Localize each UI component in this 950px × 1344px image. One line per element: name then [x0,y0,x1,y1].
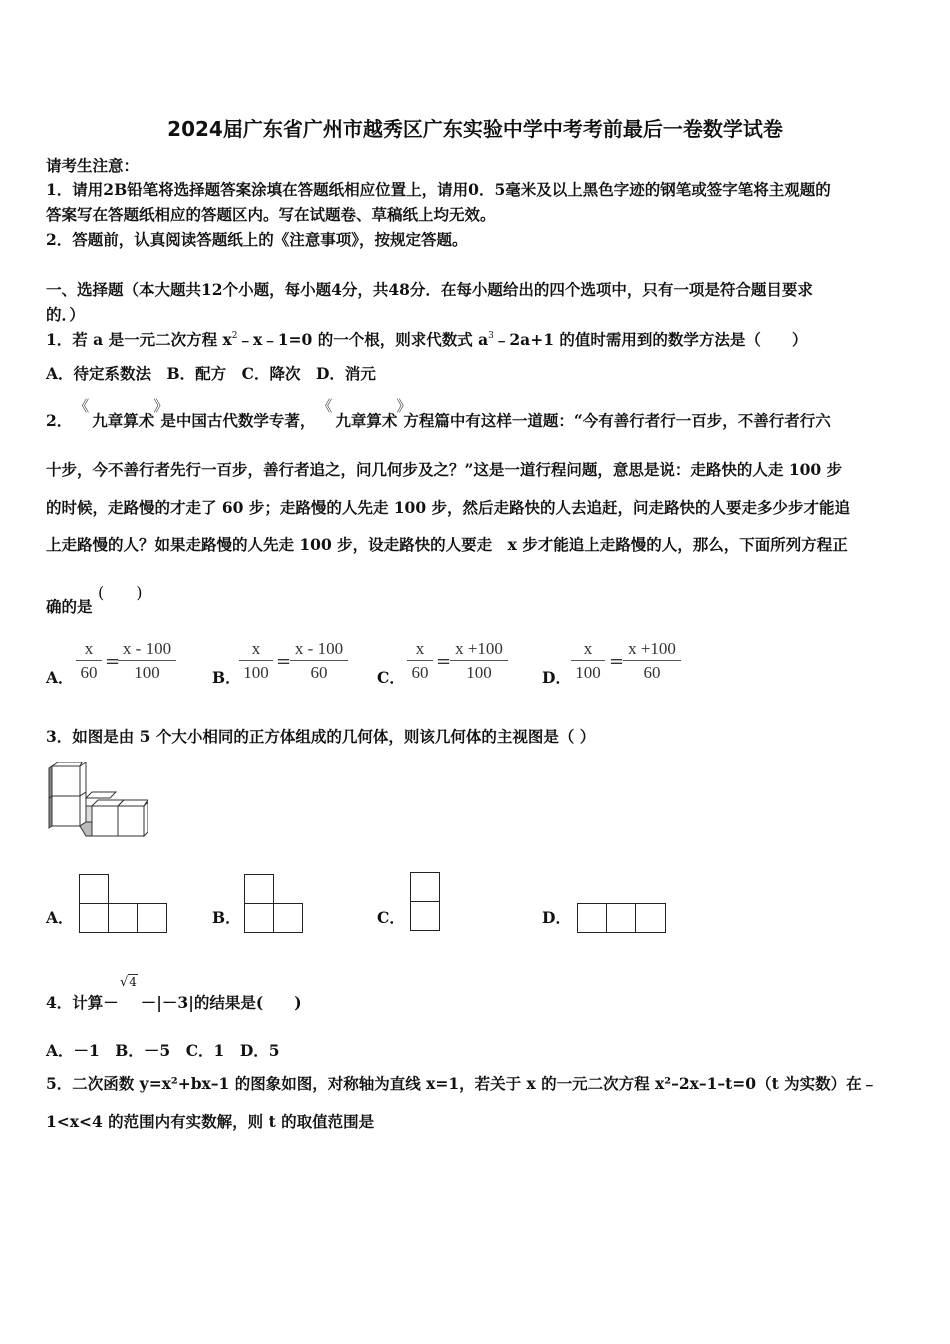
q2-book-1-text: 九章算术 [92,411,155,430]
view-square [137,903,167,933]
q2-option-d-fraction-right [623,639,681,683]
view-square [79,874,109,904]
q2-text-2: 方程篇中有这样一道题：“今有善行者行一百步，不善行者行六 [403,411,831,430]
view-square [577,903,607,933]
view-square [635,903,666,933]
section-header-line-2: 的．） [46,305,85,324]
q3-option-d-label: D． [542,908,571,927]
view-square [244,903,274,933]
q1-mid: ﹣x﹣1=0 的一个根，则求代数式 a [237,330,489,349]
view-square [108,903,138,933]
view-square [273,903,303,933]
q2-book-title-1 [72,397,169,430]
q2-option-c-label: C． [377,668,405,687]
denominator: 100 [466,663,492,682]
question-2-line-4: 上走路慢的人？如果走路慢的人先走 100 步，设走路快的人要走 x 步才能追上走路慢的人，那么，下面所列方程正 [46,535,848,554]
equals-sign: = [609,651,625,672]
numerator: x [407,639,433,661]
view-square [410,901,440,931]
numerator: x - 100 [290,639,348,661]
book-bracket-left-icon: 《 [74,397,90,415]
q2-option-a-fraction-right [118,639,176,683]
question-5-line-1: 5．二次函数 y=x²+bx–1 的图象如图，对称轴为直线 x=1，若关于 x 的一元二次方程 x²–2x–1–t=0（t 为实数）在﹣ [46,1074,878,1093]
q1-sup-1: 2 [231,331,238,341]
radical-sign-icon: √ [120,975,129,990]
q2-option-d-fraction-left [571,639,605,683]
book-bracket-right-icon: 》 [396,397,412,415]
view-square [606,903,636,933]
notice-line-2: 答案写在答题纸相应的答题区内。写在试题卷、草稿纸上均无效。 [46,205,496,224]
q2-number: 2． [46,411,73,430]
notice-line-1: 1．请用2B铅笔将选择题答案涂填在答题纸相应位置上，请用0．5毫米及以上黑色字迹的钢笔或签字笔将主观题的 [46,180,831,199]
question-3-stem: 3．如图是由 5 个大小相同的正方体组成的几何体，则该几何体的主视图是（ ） [46,727,596,746]
q1-sup-2: 3 [488,331,494,341]
q2-book-title-2 [315,397,412,430]
view-square [79,903,109,933]
view-square [410,872,440,902]
q3-option-a-label: A． [46,908,74,927]
question-2-line-2: 十步，今不善行者先行一百步，善行者追之，问几何步及之？”这是一道行程问题，意思是说：走路快的人走 100 步 [46,460,843,479]
cube-side-face [80,762,86,796]
page-title: 2024届广东省广州市越秀区广东实验中学中考考前最后一卷数学试卷 [167,117,783,141]
question-1-options: A．待定系数法 B．配方 C．降次 D．消元 [46,364,376,383]
denominator: 60 [411,663,429,682]
square-root [120,975,138,990]
numerator: x - 100 [118,639,176,661]
question-2-line-1 [46,397,831,431]
numerator: x [239,639,273,661]
q2-text-1: 是中国古代数学专著， [160,411,316,430]
denominator: 60 [643,663,661,682]
numerator: x [76,639,102,661]
equals-sign: = [105,651,121,672]
q1-suffix: ﹣2a+1 的值时需用到的数学方法是（ ） [493,330,808,349]
answer-parenthesis: ( ) [98,583,143,602]
equals-sign: = [436,651,452,672]
question-4-options: A．－1 B．－5 C．1 D．5 [46,1041,280,1060]
denominator: 100 [575,663,601,682]
cube-front-face [52,766,80,796]
q2-option-a-label: A． [46,668,74,687]
radicand: 4 [129,975,137,989]
question-4-stem [46,991,302,1013]
q2-option-b-fraction-right [290,639,348,683]
book-bracket-right-icon: 》 [153,397,169,415]
denominator: 60 [310,663,328,682]
q4-prefix: 4．计算－ [46,993,119,1012]
section-header-line-1: 一、选择题（本大题共12个小题，每小题4分，共48分．在每小题给出的四个选项中，只有一项是符合题目要求 [46,280,813,299]
question-1-stem [46,328,807,350]
q2-option-b-fraction-left [239,639,273,683]
q2-option-a-fraction-left [76,639,102,683]
q2-option-b-label: B． [212,668,241,687]
q2-option-c-fraction-right [450,639,508,683]
q3-option-b-label: B． [212,908,241,927]
view-square [244,874,274,904]
q4-suffix: －|－3|的结果是( ) [140,993,302,1012]
numerator: x +100 [450,639,508,661]
denominator: 100 [134,663,160,682]
q3-option-c-label: C． [377,908,405,927]
q2-option-c-fraction-left [407,639,433,683]
numerator: x +100 [623,639,681,661]
q1-prefix: 1．若 a 是一元二次方程 x [46,330,232,349]
notice-line-3: 2．答题前，认真阅读答题纸上的《注意事项》，按规定答题。 [46,230,468,249]
question-5-line-2: 1<x<4 的范围内有实数解，则 t 的取值范围是 [46,1112,375,1131]
denominator: 100 [243,663,269,682]
question-2-line-5: 确的是 [46,597,93,616]
book-bracket-left-icon: 《 [317,397,333,415]
cube-solid-figure [48,762,148,842]
question-2-line-3: 的时候，走路慢的才走了 60 步；走路慢的人先走 100 步，然后走路快的人去追赶，问走路快的人要走多少步才能追 [46,498,851,517]
q2-book-2-text: 九章算术 [335,411,398,430]
notice-heading: 请考生注意： [46,156,140,175]
q2-option-d-label: D． [542,668,571,687]
denominator: 60 [80,663,98,682]
equals-sign: = [276,651,292,672]
numerator: x [571,639,605,661]
